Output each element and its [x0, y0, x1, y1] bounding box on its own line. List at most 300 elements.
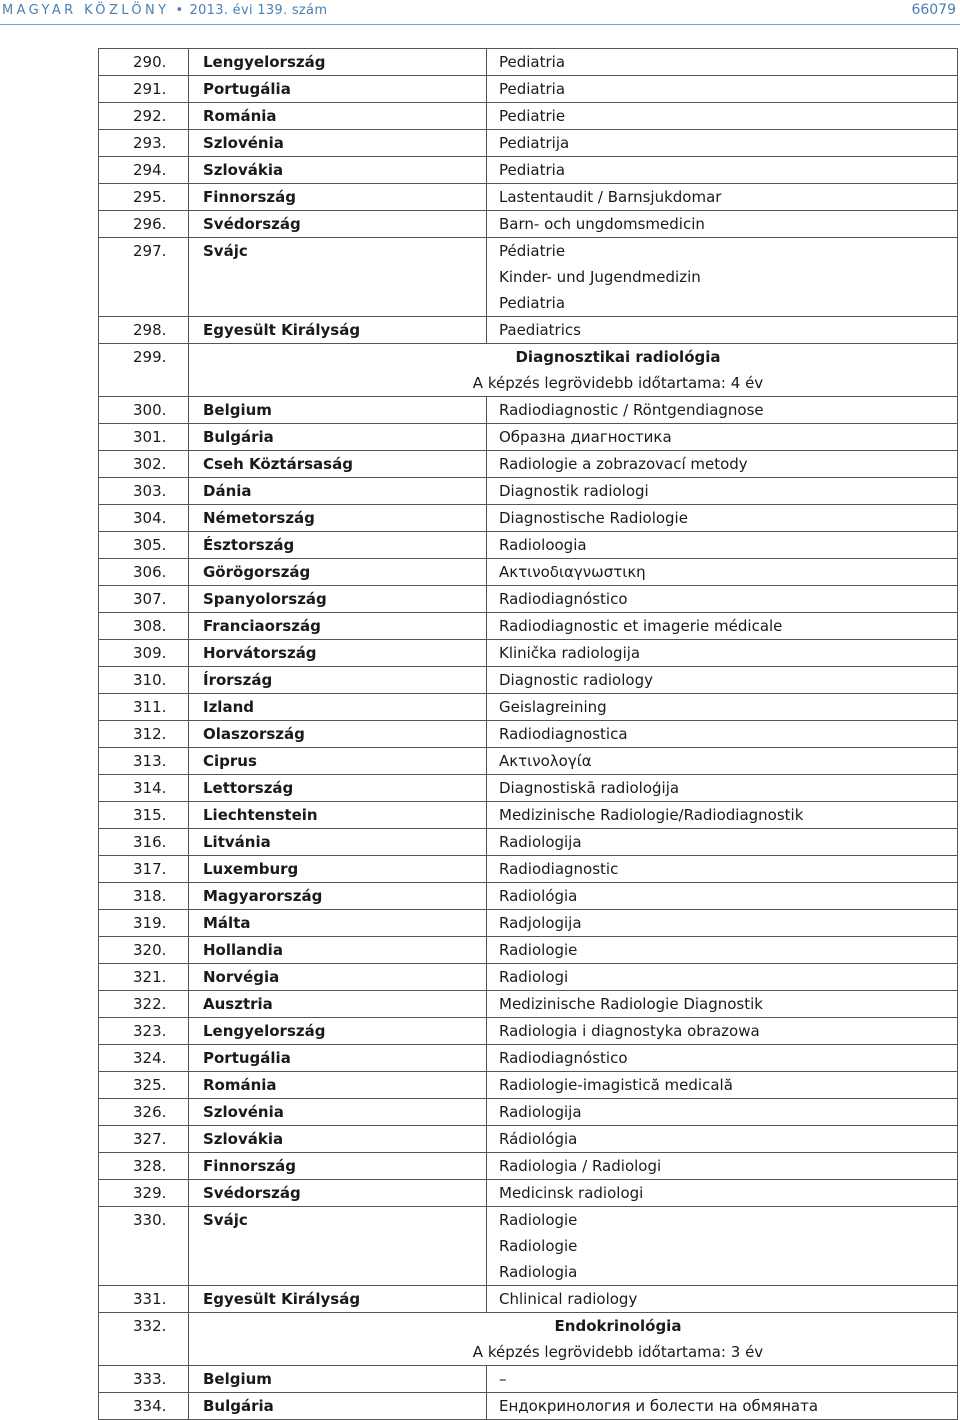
specialty-name: –: [499, 1370, 507, 1388]
row-number-text: 322.: [133, 995, 167, 1013]
specialty-cell: [487, 775, 958, 802]
row-number: [99, 964, 189, 991]
specialty-cell: [487, 1180, 958, 1207]
country-name: Németország: [203, 509, 315, 527]
specialty-name: Pediatria: [499, 294, 566, 312]
row-number-text: 319.: [133, 914, 167, 932]
specialty-name: Ακτινοδιαγνωστικη: [499, 563, 646, 581]
row-number-text: 308.: [133, 617, 167, 635]
country-cell: [189, 802, 487, 829]
specialty-cell: [487, 76, 958, 103]
row-number-text: 306.: [133, 563, 167, 581]
row-number: [99, 721, 189, 748]
country-name: Horvátország: [203, 644, 317, 662]
section-header-row: [99, 344, 958, 397]
country-cell: [189, 1045, 487, 1072]
country-name: Izland: [203, 698, 254, 716]
specialty-cell: [487, 184, 958, 211]
country-name: Görögország: [203, 563, 311, 581]
row-number: [99, 1072, 189, 1099]
row-number-text: 331.: [133, 1290, 167, 1308]
row-number-text: 325.: [133, 1076, 167, 1094]
country-name: Magyarország: [203, 887, 323, 905]
specialty-cell: [487, 1045, 958, 1072]
specialty-name: Radiologija: [499, 1103, 582, 1121]
country-cell: [189, 1072, 487, 1099]
row-number: [99, 424, 189, 451]
country-cell: [189, 910, 487, 937]
specialty-name: Diagnostiskā radioloģija: [499, 779, 680, 797]
specialty-name: Pediatria: [499, 161, 566, 179]
specialty-name: Medizinische Radiologie Diagnostik: [499, 995, 763, 1013]
table-row: [99, 775, 958, 802]
row-number-text: 299.: [133, 348, 167, 366]
country-cell: [189, 1153, 487, 1180]
country-cell: [189, 76, 487, 103]
specialty-name: Pediatrie: [499, 107, 566, 125]
row-number-text: 305.: [133, 536, 167, 554]
country-name: Finnország: [203, 188, 296, 206]
specialty-cell: [487, 559, 958, 586]
country-name: Svédország: [203, 215, 301, 233]
country-name: Lengyelország: [203, 1022, 326, 1040]
country-cell: [189, 1018, 487, 1045]
specialty-name: Radiologia: [499, 1263, 578, 1281]
specialty-cell: [487, 883, 958, 910]
specialty-name: Radiodiagnostic: [499, 860, 619, 878]
table-row: [99, 1366, 958, 1393]
row-number-text: 307.: [133, 590, 167, 608]
specialty-cell: [487, 130, 958, 157]
table-row: [99, 532, 958, 559]
country-name: Románia: [203, 107, 277, 125]
row-number: [99, 397, 189, 424]
country-name: Liechtenstein: [203, 806, 318, 824]
journal-title: MAGYAR KÖZLÖNY: [2, 3, 170, 18]
specialty-cell: [487, 397, 958, 424]
country-cell: [189, 964, 487, 991]
country-cell: [189, 238, 487, 317]
row-number-text: 301.: [133, 428, 167, 446]
table-row: [99, 1018, 958, 1045]
specialty-cell: [487, 49, 958, 76]
table-row: [99, 586, 958, 613]
specialty-name: Pediatria: [499, 80, 566, 98]
row-number-text: 310.: [133, 671, 167, 689]
country-name: Svédország: [203, 1184, 301, 1202]
specialty-name: Radiodiagnostica: [499, 725, 628, 743]
table-row: [99, 991, 958, 1018]
row-number: [99, 184, 189, 211]
section-header-cell: [189, 1313, 958, 1366]
country-cell: [189, 451, 487, 478]
country-cell: [189, 937, 487, 964]
country-name: Ausztria: [203, 995, 273, 1013]
specialty-cell: [487, 157, 958, 184]
row-number: [99, 76, 189, 103]
country-name: Olaszország: [203, 725, 305, 743]
country-cell: [189, 856, 487, 883]
specialty-name: Radiológia: [499, 887, 578, 905]
section-duration: A képzés legrövidebb időtartama: 3 év: [472, 1343, 764, 1361]
country-cell: [189, 1099, 487, 1126]
country-name: Franciaország: [203, 617, 321, 635]
country-name: Luxemburg: [203, 860, 299, 878]
specialty-name: Radiologie a zobrazovací metody: [499, 455, 748, 473]
country-cell: [189, 478, 487, 505]
table-row: [99, 667, 958, 694]
row-number-text: 297.: [133, 242, 167, 260]
country-cell: [189, 130, 487, 157]
page-number: 66079: [911, 2, 956, 18]
country-name: Bulgária: [203, 1397, 274, 1415]
specialty-cell: [487, 829, 958, 856]
table-row: [99, 505, 958, 532]
specialty-name: Radiodiagnostic / Röntgendiagnose: [499, 401, 764, 419]
row-number-text: 291.: [133, 80, 167, 98]
row-number-text: 302.: [133, 455, 167, 473]
table-row: [99, 559, 958, 586]
table-row: [99, 856, 958, 883]
specialty-cell: [487, 856, 958, 883]
specialty-cell: [487, 748, 958, 775]
row-number: [99, 1126, 189, 1153]
row-number-text: 304.: [133, 509, 167, 527]
specialty-name: Radioloogia: [499, 536, 587, 554]
specialty-name: Geislagreining: [499, 698, 607, 716]
specialty-cell: [487, 103, 958, 130]
country-cell: [189, 532, 487, 559]
country-cell: [189, 613, 487, 640]
specialty-cell: [487, 1153, 958, 1180]
header-rule: [0, 24, 960, 25]
row-number-text: 311.: [133, 698, 167, 716]
row-number-text: 317.: [133, 860, 167, 878]
row-number: [99, 157, 189, 184]
country-name: Bulgária: [203, 428, 274, 446]
country-name: Szlovákia: [203, 1130, 284, 1148]
specialty-name: Medizinische Radiologie/Radiodiagnostik: [499, 806, 804, 824]
row-number: [99, 478, 189, 505]
row-number-text: 293.: [133, 134, 167, 152]
row-number: [99, 910, 189, 937]
country-cell: [189, 559, 487, 586]
country-cell: [189, 1126, 487, 1153]
specialty-name: Pédiatrie: [499, 242, 566, 260]
specialty-name: Radjologija: [499, 914, 582, 932]
table-row: [99, 802, 958, 829]
row-number-text: 309.: [133, 644, 167, 662]
table-row: [99, 184, 958, 211]
table-row: [99, 211, 958, 238]
row-number-text: 320.: [133, 941, 167, 959]
table-row: [99, 829, 958, 856]
country-cell: [189, 505, 487, 532]
specialty-cell: [487, 937, 958, 964]
table-row: [99, 157, 958, 184]
row-number: [99, 613, 189, 640]
country-cell: [189, 424, 487, 451]
row-number: [99, 937, 189, 964]
country-cell: [189, 397, 487, 424]
specialty-name: Klinička radiologija: [499, 644, 641, 662]
row-number: [99, 667, 189, 694]
row-number-text: 314.: [133, 779, 167, 797]
row-number-text: 318.: [133, 887, 167, 905]
row-number-text: 298.: [133, 321, 167, 339]
table-row: [99, 397, 958, 424]
country-cell: [189, 883, 487, 910]
table-row: [99, 721, 958, 748]
row-number: [99, 1286, 189, 1313]
row-number-text: 312.: [133, 725, 167, 743]
row-number: [99, 505, 189, 532]
row-number: [99, 748, 189, 775]
row-number: [99, 1366, 189, 1393]
country-name: Észtország: [203, 536, 295, 554]
country-cell: [189, 103, 487, 130]
table-body: [99, 49, 958, 1420]
specialty-name: Radiologia / Radiologi: [499, 1157, 662, 1175]
table-row: [99, 1072, 958, 1099]
country-cell: [189, 721, 487, 748]
table-row: [99, 883, 958, 910]
country-cell: [189, 1207, 487, 1286]
country-name: Dánia: [203, 482, 252, 500]
row-number: [99, 1393, 189, 1420]
country-name: Svájc: [203, 1211, 248, 1229]
specialty-cell: [487, 532, 958, 559]
row-number-text: 323.: [133, 1022, 167, 1040]
country-cell: [189, 1286, 487, 1313]
row-number-text: 290.: [133, 53, 167, 71]
row-number-text: 330.: [133, 1211, 167, 1229]
specialty-name: Pediatria: [499, 53, 566, 71]
specialty-name: Pediatrija: [499, 134, 570, 152]
specialty-cell: [487, 1286, 958, 1313]
country-name: Lengyelország: [203, 53, 326, 71]
specialty-cell: [487, 424, 958, 451]
row-number: [99, 1207, 189, 1286]
row-number: [99, 1099, 189, 1126]
country-name: Finnország: [203, 1157, 296, 1175]
table-row: [99, 937, 958, 964]
specialty-cell: [487, 694, 958, 721]
country-cell: [189, 211, 487, 238]
row-number: [99, 694, 189, 721]
row-number-text: 326.: [133, 1103, 167, 1121]
table-row: [99, 1126, 958, 1153]
row-number: [99, 130, 189, 157]
page-header: [0, 0, 960, 26]
specialty-name: Radiologi: [499, 968, 569, 986]
specialty-name: Rádiológia: [499, 1130, 578, 1148]
specialty-name: Lastentaudit / Barnsjukdomar: [499, 188, 722, 206]
row-number-text: 332.: [133, 1317, 167, 1335]
row-number: [99, 238, 189, 317]
row-number-text: 328.: [133, 1157, 167, 1175]
table-row: [99, 694, 958, 721]
country-cell: [189, 667, 487, 694]
row-number-text: 333.: [133, 1370, 167, 1388]
specialty-cell: [487, 991, 958, 1018]
row-number: [99, 532, 189, 559]
specialty-cell: [487, 1018, 958, 1045]
country-name: Belgium: [203, 1370, 272, 1388]
row-number-text: 296.: [133, 215, 167, 233]
row-number: [99, 829, 189, 856]
row-number: [99, 586, 189, 613]
row-number: [99, 1153, 189, 1180]
section-title: Diagnosztikai radiológia: [515, 348, 721, 366]
specialty-name: Radiologie-imagistică medicală: [499, 1076, 733, 1094]
specialty-cell: [487, 613, 958, 640]
specialty-name: Diagnostik radiologi: [499, 482, 649, 500]
bullet-separator: •: [175, 3, 184, 18]
specialty-name: Radiodiagnóstico: [499, 1049, 628, 1067]
country-name: Portugália: [203, 80, 291, 98]
row-number: [99, 317, 189, 344]
specialty-name: Chlinical radiology: [499, 1290, 638, 1308]
specialty-name: Barn- och ungdomsmedicin: [499, 215, 705, 233]
specialty-name: Radiodiagnóstico: [499, 590, 628, 608]
row-number-text: 327.: [133, 1130, 167, 1148]
specialty-cell: [487, 478, 958, 505]
table-row: [99, 130, 958, 157]
country-name: Norvégia: [203, 968, 280, 986]
table-row: [99, 748, 958, 775]
row-number-text: 329.: [133, 1184, 167, 1202]
country-cell: [189, 748, 487, 775]
section-header-cell: [189, 344, 958, 397]
specialty-cell: [487, 802, 958, 829]
country-name: Lettország: [203, 779, 294, 797]
specialty-name: Ακτινολογία: [499, 752, 592, 770]
specialty-cell: [487, 211, 958, 238]
specialty-cell: [487, 964, 958, 991]
specialty-name: Paediatrics: [499, 321, 581, 339]
row-number: [99, 775, 189, 802]
country-name: Írország: [203, 671, 273, 689]
specialty-cell: [487, 640, 958, 667]
specialty-name: Radiologie: [499, 941, 578, 959]
specialty-name: Radiologija: [499, 833, 582, 851]
country-name: Málta: [203, 914, 251, 932]
specialty-cell: [487, 451, 958, 478]
country-cell: [189, 829, 487, 856]
row-number-text: 313.: [133, 752, 167, 770]
specialty-cell: [487, 667, 958, 694]
specialty-table: [98, 48, 958, 1420]
row-number-text: 324.: [133, 1049, 167, 1067]
table-row: [99, 451, 958, 478]
table-row: [99, 317, 958, 344]
country-name: Szlovénia: [203, 134, 284, 152]
country-name: Ciprus: [203, 752, 257, 770]
specialty-name: Diagnostische Radiologie: [499, 509, 688, 527]
table-row: [99, 1180, 958, 1207]
country-name: Románia: [203, 1076, 277, 1094]
country-cell: [189, 775, 487, 802]
country-name: Egyesült Királyság: [203, 1290, 361, 1308]
row-number: [99, 451, 189, 478]
specialty-cell: [487, 910, 958, 937]
table-row: [99, 1393, 958, 1420]
table-row: [99, 103, 958, 130]
specialty-cell: [487, 505, 958, 532]
row-number: [99, 1018, 189, 1045]
country-cell: [189, 1180, 487, 1207]
specialty-cell: [487, 317, 958, 344]
table-row: [99, 1045, 958, 1072]
country-name: Hollandia: [203, 941, 283, 959]
row-number: [99, 991, 189, 1018]
specialty-name: Radiologie: [499, 1237, 578, 1255]
row-number-text: 321.: [133, 968, 167, 986]
specialty-name: Образна диагностика: [499, 428, 672, 446]
row-number: [99, 211, 189, 238]
table-row: [99, 238, 958, 317]
specialty-name: Medicinsk radiologi: [499, 1184, 644, 1202]
table-row: [99, 640, 958, 667]
row-number: [99, 802, 189, 829]
running-head: [2, 3, 327, 18]
specialty-cell: [487, 1099, 958, 1126]
specialty-cell: [487, 1207, 958, 1286]
row-number: [99, 103, 189, 130]
row-number: [99, 1180, 189, 1207]
country-name: Spanyolország: [203, 590, 327, 608]
table-row: [99, 1153, 958, 1180]
table-row: [99, 424, 958, 451]
table-row: [99, 964, 958, 991]
specialty-name: Ендокринология и болести на обмяната: [499, 1397, 819, 1415]
section-header-row: [99, 1313, 958, 1366]
country-name: Szlovákia: [203, 161, 284, 179]
specialty-cell: [487, 1393, 958, 1420]
country-cell: [189, 1393, 487, 1420]
row-number: [99, 640, 189, 667]
specialty-name: Radiologia i diagnostyka obrazowa: [499, 1022, 760, 1040]
row-number-text: 303.: [133, 482, 167, 500]
row-number: [99, 1045, 189, 1072]
table-row: [99, 76, 958, 103]
table-row: [99, 1099, 958, 1126]
country-name: Cseh Köztársaság: [203, 455, 353, 473]
row-number: [99, 49, 189, 76]
country-name: Litvánia: [203, 833, 271, 851]
country-cell: [189, 184, 487, 211]
country-cell: [189, 49, 487, 76]
specialty-name: Radiodiagnostic et imagerie médicale: [499, 617, 783, 635]
table-row: [99, 1286, 958, 1313]
country-cell: [189, 157, 487, 184]
row-number-text: 295.: [133, 188, 167, 206]
country-cell: [189, 694, 487, 721]
country-name: Egyesült Királyság: [203, 321, 361, 339]
row-number-text: 292.: [133, 107, 167, 125]
specialty-cell: [487, 586, 958, 613]
issue-label: 2013. évi 139. szám: [189, 3, 328, 18]
specialty-cell: [487, 1126, 958, 1153]
row-number: [99, 856, 189, 883]
table-row: [99, 910, 958, 937]
country-cell: [189, 991, 487, 1018]
specialty-cell: [487, 238, 958, 317]
row-number-text: 315.: [133, 806, 167, 824]
specialty-name: Diagnostic radiology: [499, 671, 653, 689]
table-row: [99, 49, 958, 76]
